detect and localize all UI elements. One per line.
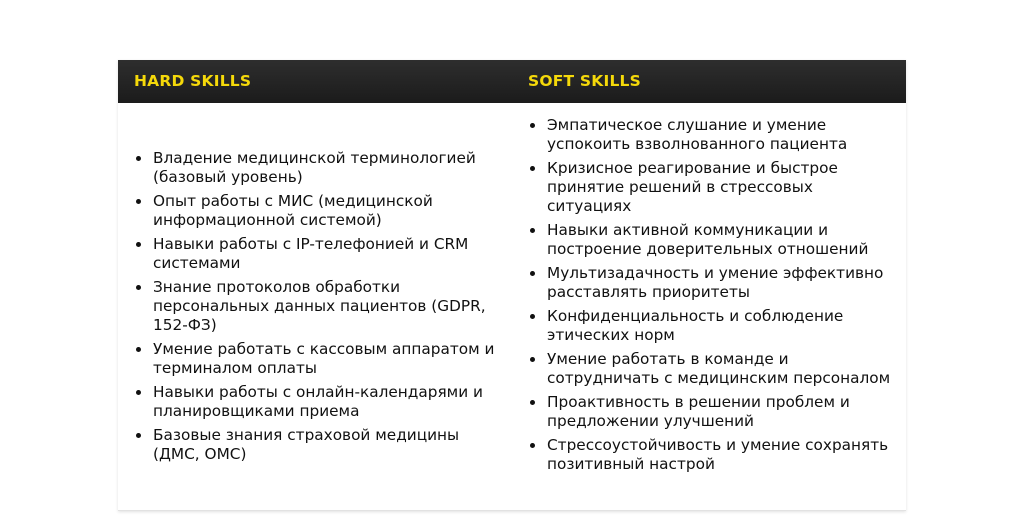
bullet-icon: [530, 443, 535, 448]
hard-skills-cell: [118, 103, 512, 510]
bullet-icon: [530, 400, 535, 405]
bullet-icon: [530, 271, 535, 276]
skill-text: Мультизадачность и умение эффективно расставлять приоритеты: [547, 264, 884, 301]
bullet-icon: [136, 390, 141, 395]
skill-item: [547, 393, 906, 431]
skill-item: [153, 278, 512, 335]
bullet-icon: [530, 166, 535, 171]
bullet-icon: [530, 123, 535, 128]
soft-skills-list: [512, 116, 906, 474]
skill-text: Базовые знания страховой медицины (ДМС, ОМС): [153, 426, 460, 463]
bullet-icon: [136, 347, 141, 352]
skill-text: Умение работать с кассовым аппаратом и терминалом оплаты: [153, 340, 495, 377]
skill-item: [153, 426, 512, 464]
skill-text: Проактивность в решении проблем и предложении улучшений: [547, 393, 850, 430]
skill-text: Владение медицинской терминологией (базовый уровень): [153, 149, 476, 186]
skill-item: [547, 116, 906, 154]
bullet-icon: [136, 242, 141, 247]
skill-text: Умение работать в команде и сотрудничать с медицинским персоналом: [547, 350, 891, 387]
skill-item: [547, 221, 906, 259]
skill-text: Навыки активной коммуникации и построение доверительных отношений: [547, 221, 869, 258]
bullet-icon: [136, 285, 141, 290]
skill-text: Навыки работы с IP-телефонией и CRM системами: [153, 235, 469, 272]
soft-skills-cell: [512, 103, 906, 510]
skill-text: Кризисное реагирование и быстрое принятие решений в стрессовых ситуациях: [547, 159, 838, 215]
skill-text: Стрессоустойчивость и умение сохранять позитивный настрой: [547, 436, 889, 473]
skill-text: Конфиденциальность и соблюдение этических норм: [547, 307, 844, 344]
skill-item: [547, 264, 906, 302]
skill-text: Эмпатическое слушание и умение успокоить взволнованного пациента: [547, 116, 848, 153]
bullet-icon: [530, 314, 535, 319]
bullet-icon: [530, 357, 535, 362]
bullet-icon: [136, 433, 141, 438]
skill-text: Знание протоколов обработки персональных данных пациентов (GDPR, 152-ФЗ): [153, 278, 486, 334]
skill-item: [547, 159, 906, 216]
skills-table: [118, 60, 906, 511]
skill-item: [153, 235, 512, 273]
bullet-icon: [136, 156, 141, 161]
skill-item: [153, 192, 512, 230]
soft-skills-header: SOFT SKILLS: [528, 72, 641, 90]
skill-item: [547, 436, 906, 474]
skill-item: [153, 149, 512, 187]
skill-item: [153, 340, 512, 378]
hard-skills-list: [118, 149, 512, 464]
table-header: [118, 60, 906, 103]
hard-skills-header: HARD SKILLS: [134, 72, 252, 90]
skill-text: Опыт работы с МИС (медицинской информационной системой): [153, 192, 433, 229]
skill-item: [547, 350, 906, 388]
bullet-icon: [530, 228, 535, 233]
bullet-icon: [136, 199, 141, 204]
skill-item: [153, 383, 512, 421]
skill-text: Навыки работы с онлайн-календарями и планировщиками приема: [153, 383, 483, 420]
skill-item: [547, 307, 906, 345]
table-body: [118, 103, 906, 510]
